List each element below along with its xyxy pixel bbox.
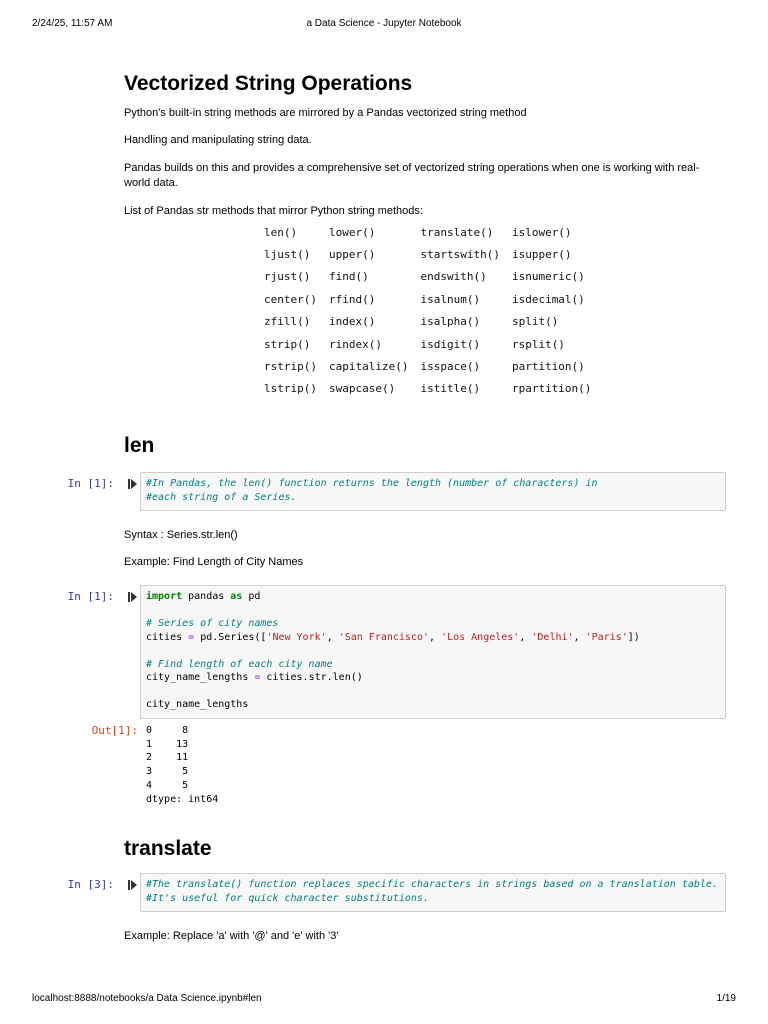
method-name: isspace() [420,360,481,374]
intro-paragraph: List of Pandas str methods that mirror Python string methods: [124,205,423,217]
method-name: rsplit() [511,337,565,351]
method-name: isalnum() [420,292,481,306]
method-name: rstrip() [264,360,317,374]
cell-output: 0 8 1 13 2 11 3 5 4 5 dtype: int64 [146,725,219,805]
method-name: partition() [511,360,585,374]
section-heading-translate: translate [124,837,212,860]
method-name: center() [264,292,317,306]
method-name: rindex() [328,337,382,351]
method-name: isupper() [511,248,572,262]
cell-prompt: In [1]: [67,477,114,490]
method-name: rpartition() [511,382,592,396]
method-name: istitle() [420,382,481,396]
run-cell-icon[interactable] [128,478,138,490]
method-name: isnumeric() [511,270,585,284]
method-name: capitalize() [328,360,409,374]
print-header [32,18,736,32]
methods-row [258,266,597,288]
methods-row [258,221,597,243]
intro-paragraph: Python's built-in string methods are mirrored by a Pandas vectorized string method [124,107,527,119]
methods-row [258,311,597,333]
method-name: isalpha() [420,315,481,329]
run-cell-icon[interactable] [128,879,138,891]
method-name: ljust() [264,248,311,262]
method-name: swapcase() [328,382,396,396]
methods-table [258,221,597,400]
section-heading-len: len [124,434,155,457]
method-name: translate() [420,225,494,239]
method-name: lower() [328,225,376,239]
run-cell-icon[interactable] [128,591,138,603]
code-editor[interactable]: import pandas as pd # Series of city names cities = pd.Series(['New York', 'San Francisco', 'Los Angeles', 'Delhi', 'Paris']) # Find length of each city name city_name_lengths = cities.str.len() city_name_lengths [146,591,640,710]
method-name: index() [328,315,376,329]
method-name: zfill() [264,315,311,329]
method-name: endswith() [420,270,487,284]
methods-row [258,355,597,377]
print-footer [32,993,736,1007]
cell-prompt: In [1]: [67,590,114,603]
method-name: rjust() [264,270,311,284]
intro-paragraph: Handling and manipulating string data. [124,134,312,146]
print-title: a Data Science - Jupyter Notebook [306,18,462,29]
method-name: startswith() [420,248,500,262]
methods-row [258,288,597,310]
intro-paragraph: Pandas builds on this and provides a comprehensive set of vectorized string operations when one is working with real-world data. [124,162,700,189]
method-name: islower() [511,225,572,239]
method-name: upper() [328,248,376,262]
example-text: Example: Replace 'a' with '@' and 'e' with '3' [124,930,339,942]
method-name: lstrip() [264,382,317,396]
cell-prompt: In [3]: [67,878,114,891]
code-editor[interactable]: #The translate() function replaces specific characters in strings based on a translation table. #It's useful for quick character substitutions. [146,879,718,904]
output-prompt: Out[1]: [91,724,138,737]
methods-row [258,378,597,400]
methods-row [258,333,597,355]
print-url: localhost:8888/notebooks/a Data Science.ipynb#len [32,993,262,1004]
code-editor[interactable]: #In Pandas, the len() function returns the length (number of characters) in #each string of a Series. [146,478,598,503]
method-name: isdigit() [420,337,481,351]
method-name: find() [328,270,369,284]
example-text: Example: Find Length of City Names [124,556,304,568]
syntax-text: Syntax : Series.str.len() [124,529,238,541]
methods-row [258,243,597,265]
method-name: rfind() [328,292,376,306]
method-name: len() [264,225,298,239]
method-name: split() [511,315,559,329]
print-page-number: 1/19 [716,993,736,1004]
print-date: 2/24/25, 11:57 AM [32,18,113,29]
method-name: strip() [264,337,311,351]
page-title: Vectorized String Operations [124,72,413,95]
method-name: isdecimal() [511,292,585,306]
